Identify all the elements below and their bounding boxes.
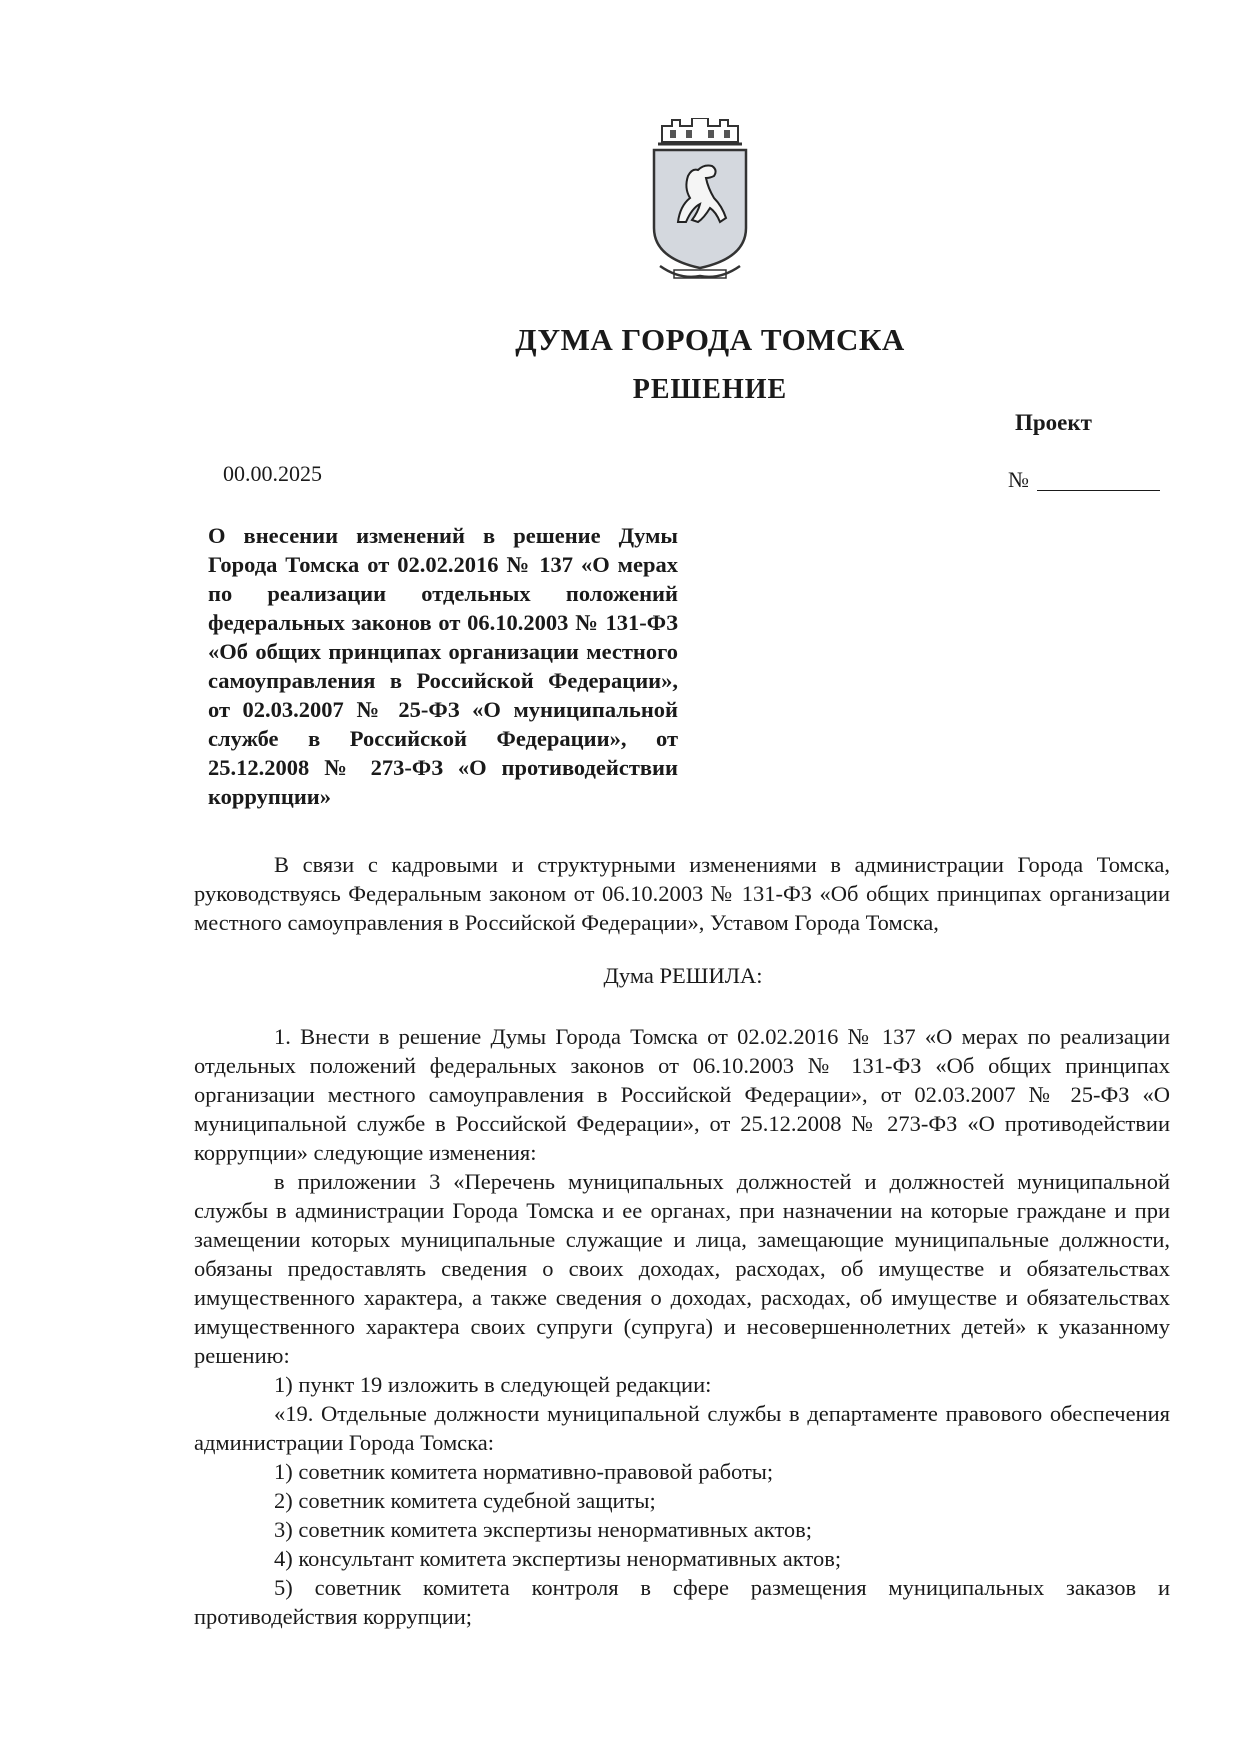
document-number (1008, 467, 1160, 493)
resolved-heading: Дума РЕШИЛА: (603, 963, 763, 988)
number-sign: № (1008, 467, 1029, 492)
decision-subject: О внесении изменений в решение Думы Города Томска от 02.02.2016 № 137 «О мерах по реализации отдельных положений федеральных законов от 06.10.2003 № 131-ФЗ «Об общих принципах организации местного самоуправления в Российской Федерации», от 02.03.2007 № 25-ФЗ «О муниципальной службе в Российской Федерации», от 25.12.2008 № 273-ФЗ «О противодействии коррупции» (208, 523, 678, 809)
subitem-1-paragraph: 1) пункт 19 изложить в следующей редакции: (274, 1372, 712, 1397)
draft-label: Проект (1015, 410, 1092, 435)
preamble-paragraph: В связи с кадровыми и структурными изменениями в администрации Города Томска, руководствуясь Федеральным законом от 06.10.2003 № 131-ФЗ «Об общих принципах организации местного самоуправления в Российской Федерации», Уставом Города Томска, (194, 852, 1170, 935)
item-1-paragraph: 1. Внести в решение Думы Города Томска от 02.02.2016 № 137 «О мерах по реализации отдельных положений федеральных законов от 06.10.2003 № 131-ФЗ «Об общих принципах организации местного самоуправления в Российской Федерации», от 02.03.2007 № 25-ФЗ «О муниципальной службе в Российской Федерации», от 25.12.2008 № 273-ФЗ «О противодействии коррупции» следующие изменения: (194, 1024, 1170, 1165)
tomsk-coat-of-arms-emblem (640, 118, 760, 288)
list-item: 4) консультант комитета экспертизы ненормативных актов; (274, 1546, 842, 1571)
document-type-title: РЕШЕНИЕ (632, 374, 788, 405)
point-19-paragraph: «19. Отдельные должности муниципальной службы в департаменте правового обеспечения администрации Города Томска: (194, 1401, 1170, 1455)
document-date: 00.00.2025 (223, 461, 322, 486)
list-item: 1) советник комитета нормативно-правовой работы; (274, 1459, 774, 1484)
decision-body (194, 1022, 1170, 1631)
appendix-paragraph: в приложении 3 «Перечень муниципальных должностей и должностей муниципальной службы в администрации Города Томска и ее органах, при назначении на которые граждане и при замещении которых муниципальные служащие и лица, замещающие муниципальные должности, обязаны предоставлять сведения о своих доходах, расходах, об имуществе и обязательствах имущественного характера, а также сведения о доходах, расходах, об имуществе и обязательствах имущественного характера своих супруги (супруга) и несовершеннолетних детей» к указанному решению: (194, 1169, 1170, 1368)
number-blank-line (1037, 490, 1160, 491)
list-item: 5) советник комитета контроля в сфере размещения муниципальных заказов и противодействия коррупции; (194, 1575, 1170, 1629)
organization-title: ДУМА ГОРОДА ТОМСКА (515, 322, 905, 357)
list-item: 3) советник комитета экспертизы ненормативных актов; (274, 1517, 813, 1542)
list-item: 2) советник комитета судебной защиты; (274, 1488, 656, 1513)
